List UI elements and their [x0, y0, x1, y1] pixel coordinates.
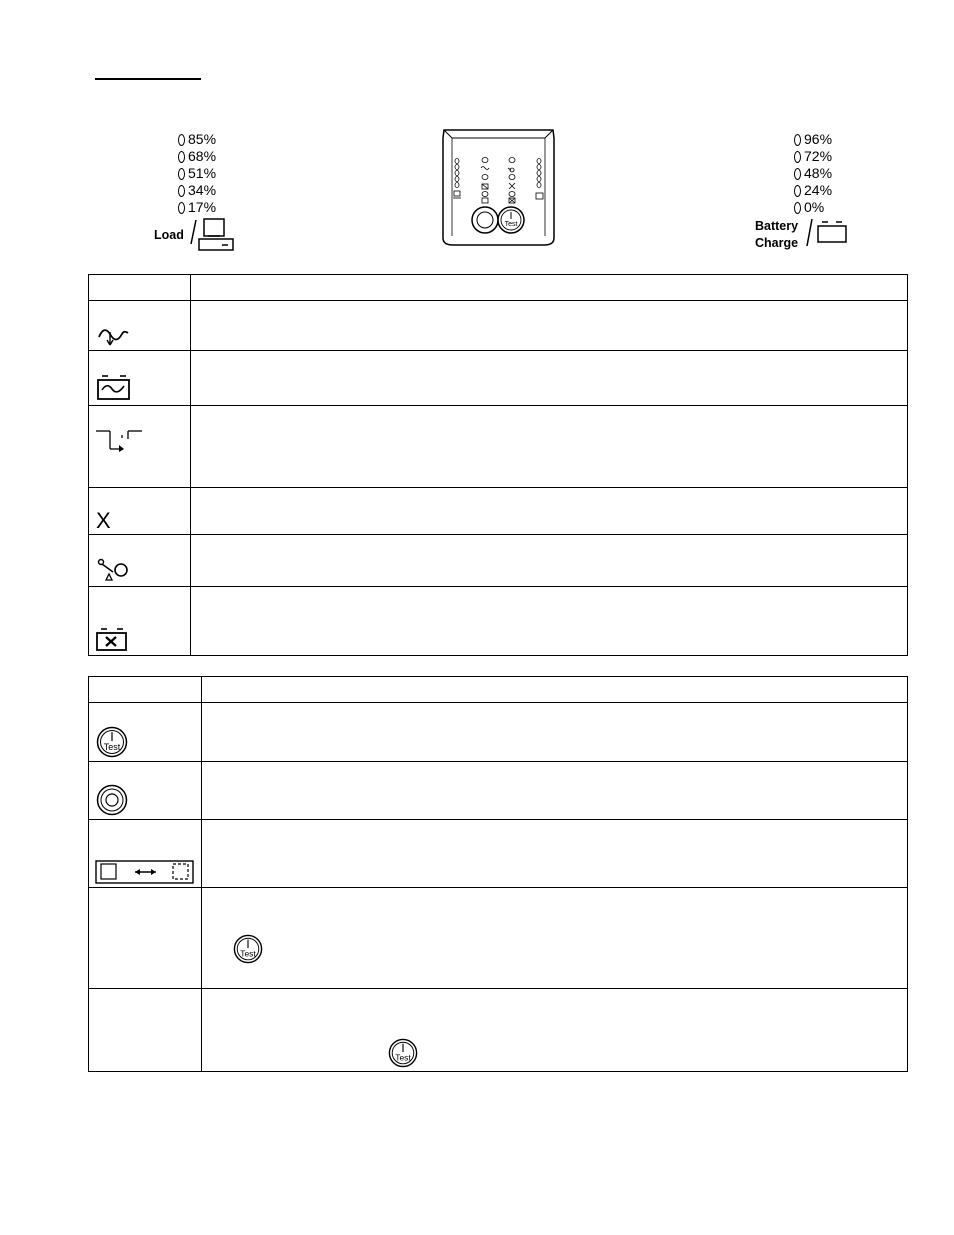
battery-level-label: 48%	[804, 165, 833, 181]
description-cell	[191, 535, 908, 587]
description-cell	[191, 587, 908, 656]
button-table-header	[89, 677, 908, 703]
led-icon	[178, 168, 185, 180]
symbol-cell	[89, 406, 191, 488]
battery-level-row	[794, 199, 832, 216]
led-icon	[794, 134, 801, 146]
load-level-label: 51%	[188, 165, 217, 181]
load-level-row	[178, 182, 216, 199]
load-level-label: 85%	[188, 131, 217, 147]
symbol-cell	[89, 488, 191, 535]
header-cell-button	[89, 677, 202, 703]
table-row	[89, 535, 908, 587]
description-cell	[202, 989, 908, 1072]
load-level-row	[178, 148, 216, 165]
inline-test-label: Test	[395, 1052, 411, 1063]
load-level-row	[178, 199, 216, 216]
battery-charge-icon	[804, 216, 850, 250]
battery-label-line2: Charge	[755, 236, 799, 250]
led-icon	[178, 134, 185, 146]
led-icon	[794, 185, 801, 197]
header-cell-description	[191, 275, 908, 301]
led-icon	[794, 168, 801, 180]
off-button-icon	[96, 784, 128, 816]
header-cell-function	[202, 677, 908, 703]
symbol-cell	[89, 301, 191, 351]
symbol-cell	[89, 703, 202, 762]
description-cell	[191, 488, 908, 535]
led-icon	[794, 151, 801, 163]
description-cell	[191, 301, 908, 351]
test-button-label: Test	[103, 742, 121, 752]
table-row	[89, 301, 908, 351]
inline-test-label: Test	[240, 948, 256, 959]
table-row	[89, 488, 908, 535]
load-level-label: 68%	[188, 148, 217, 164]
fault-x-icon: X	[96, 508, 111, 533]
description-cell	[202, 820, 908, 888]
header-cell-symbol	[89, 275, 191, 301]
section-heading-underline	[95, 78, 201, 80]
battery-level-label: 0%	[804, 199, 825, 215]
led-icon	[178, 151, 185, 163]
battery-sine-icon	[96, 373, 132, 401]
symbol-cell	[89, 762, 202, 820]
table-row	[89, 703, 908, 762]
display-toggle-icon	[95, 860, 195, 884]
description-cell	[202, 703, 908, 762]
description-cell	[202, 762, 908, 820]
button-table	[88, 676, 908, 1072]
symbol-cell	[89, 820, 202, 888]
table-row	[89, 406, 908, 488]
computer-load-icon	[188, 216, 238, 254]
battery-level-row	[794, 131, 832, 148]
test-button-icon	[96, 726, 128, 758]
battery-level-row	[794, 182, 832, 199]
site-wiring-fault-icon	[97, 558, 131, 582]
bypass-arrow-icon	[95, 427, 145, 455]
load-level-row	[178, 165, 216, 182]
load-level-label: 17%	[188, 199, 217, 215]
battery-replace-icon	[95, 626, 129, 652]
indicator-table	[88, 274, 908, 656]
battery-level-label: 24%	[804, 182, 833, 198]
load-level-row	[178, 131, 216, 148]
symbol-cell	[89, 888, 202, 989]
battery-level-label: 96%	[804, 131, 833, 147]
front-panel-illustration	[440, 128, 557, 248]
battery-level-label: 72%	[804, 148, 833, 164]
symbol-cell	[89, 535, 191, 587]
battery-level-row	[794, 165, 832, 182]
load-level-label: 34%	[188, 182, 217, 198]
table-row	[89, 351, 908, 406]
led-icon	[794, 202, 801, 214]
symbol-cell	[89, 989, 202, 1072]
load-meter	[178, 131, 216, 216]
test-button-inline-icon	[233, 934, 263, 964]
led-icon	[178, 202, 185, 214]
table-row	[89, 762, 908, 820]
table-row	[89, 820, 908, 888]
battery-label-line1: Battery	[755, 219, 799, 233]
description-cell	[191, 406, 908, 488]
indicator-table-header	[89, 275, 908, 301]
test-button-inline-icon	[388, 1038, 418, 1068]
ac-sine-wave-icon	[97, 325, 131, 347]
battery-meter	[794, 131, 832, 216]
symbol-cell	[89, 351, 191, 406]
symbol-cell	[89, 587, 191, 656]
table-row	[89, 587, 908, 656]
description-cell	[191, 351, 908, 406]
table-row	[89, 989, 908, 1072]
battery-level-row	[794, 148, 832, 165]
table-row	[89, 888, 908, 989]
description-cell	[202, 888, 908, 989]
panel-test-label: Test	[504, 221, 518, 228]
led-icon	[178, 185, 185, 197]
load-label: Load	[154, 228, 184, 242]
